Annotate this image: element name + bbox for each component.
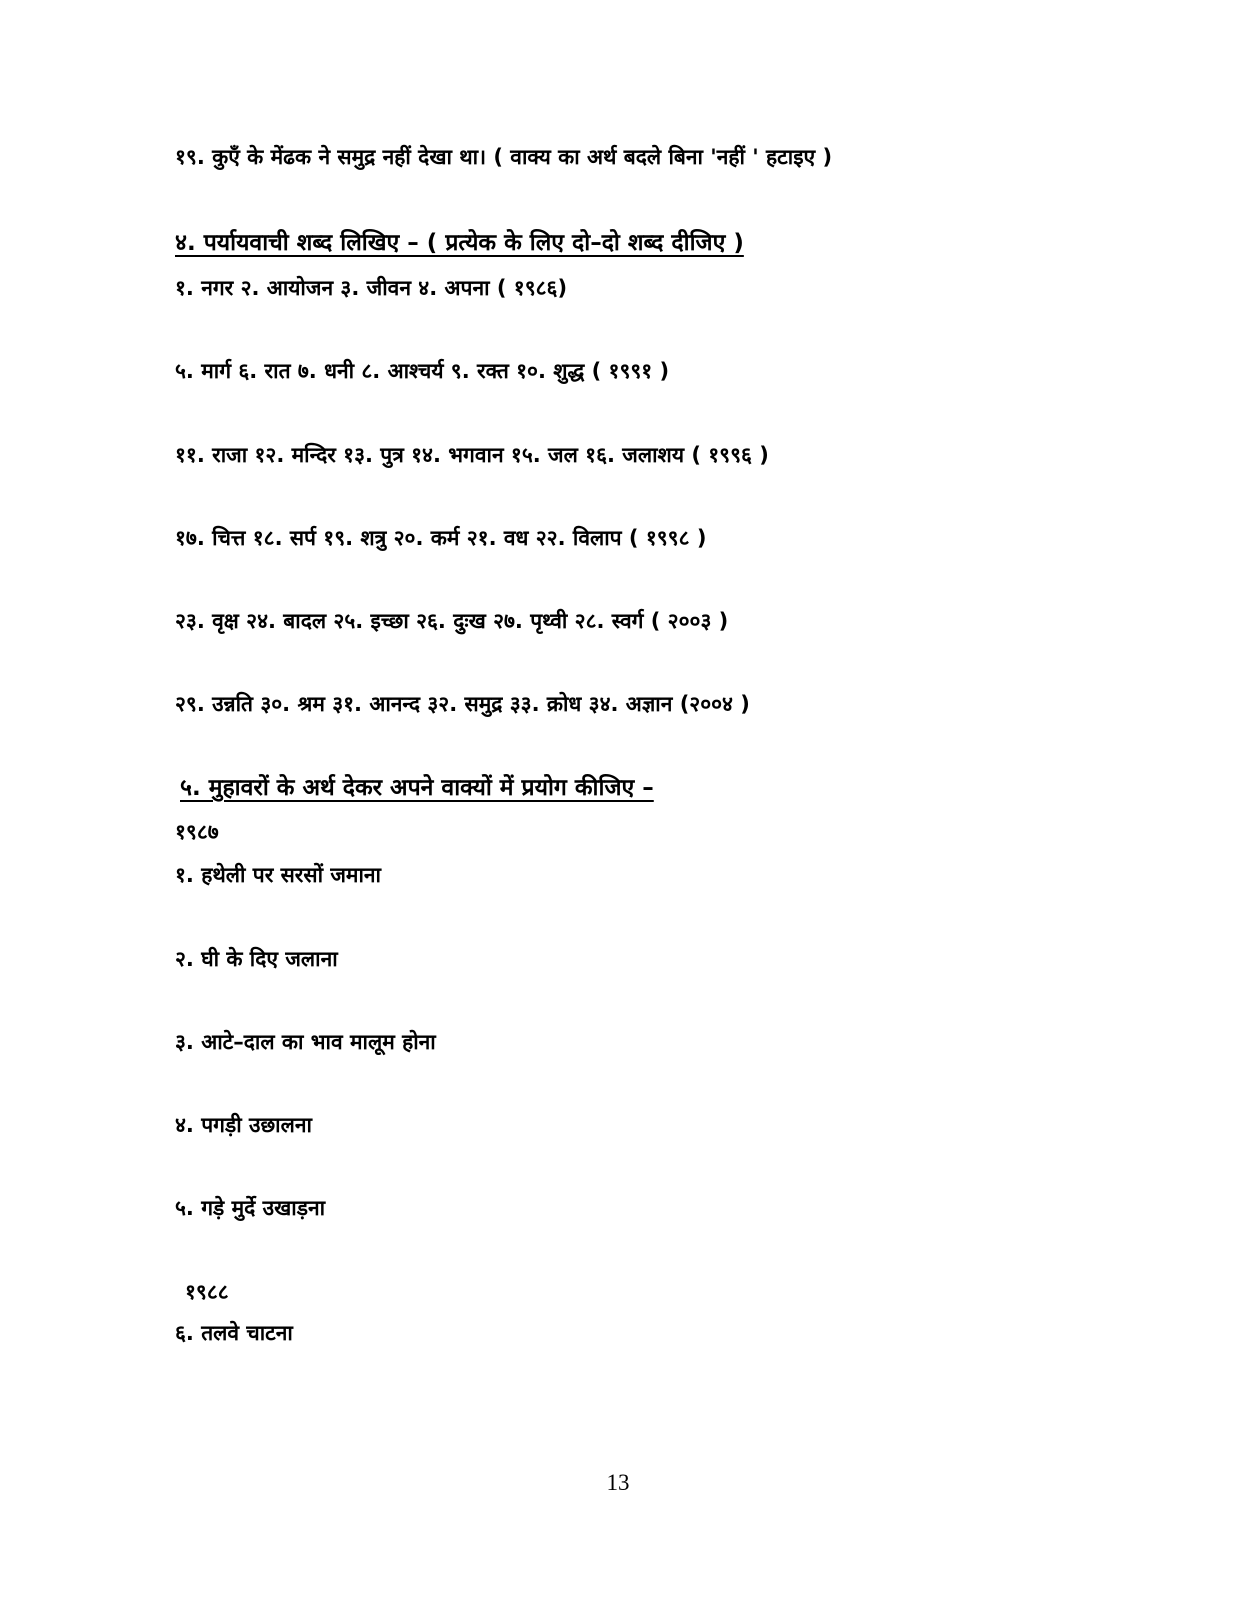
section-5-heading: ५. मुहावरों के अर्थ देकर अपने वाक्यों में प्रयोग कीजिए – [180,775,654,801]
synonym-line-3: ११. राजा १२. मन्दिर १३. पुत्र १४. भगवान १५. जल १६. जलाशय ( १९९६ ) [175,443,769,467]
synonym-line-6: २९. उन्नति ३०. श्रम ३१. आनन्द ३२. समुद्र ३३. क्रोध ३४. अज्ञान (२००४ ) [175,692,750,716]
idiom-item-6: ६. तलवे चाटना [175,1321,293,1345]
idiom-item-1: १. हथेली पर सरसों जमाना [175,863,381,887]
question-19-line: १९. कुएँ के मेंढक ने समुद्र नहीं देखा था। ( वाक्य का अर्थ बदले बिना 'नहीं ' हटाइए ) [175,145,833,169]
year-1987: १९८७ [175,820,219,844]
idiom-item-2: २. घी के दिए जलाना [175,947,338,971]
page-number: 13 [606,1470,630,1495]
idiom-item-5: ५. गड़े मुर्दे उखाड़ना [175,1196,326,1220]
section-4-heading: ४. पर्यायवाची शब्द लिखिए – ( प्रत्येक के लिए दो–दो शब्द दीजिए ) [175,230,744,256]
synonym-line-5: २३. वृक्ष २४. बादल २५. इच्छा २६. दुःख २७. पृथ्वी २८. स्वर्ग ( २००३ ) [175,609,729,633]
idiom-item-3: ३. आटे–दाल का भाव मालूम होना [175,1030,436,1054]
idiom-item-4: ४. पगड़ी उछालना [175,1113,312,1137]
year-1988: १९८८ [185,1280,229,1304]
synonym-line-2: ५. मार्ग ६. रात ७. धनी ८. आश्चर्य ९. रक्त १०. शुद्ध ( १९९१ ) [175,359,670,383]
synonym-line-1: १. नगर २. आयोजन ३. जीवन ४. अपना ( १९८६) [175,276,568,300]
synonym-line-4: १७. चित्त १८. सर्प १९. शत्रु २०. कर्म २१. वध २२. विलाप ( १९९८ ) [175,526,707,550]
